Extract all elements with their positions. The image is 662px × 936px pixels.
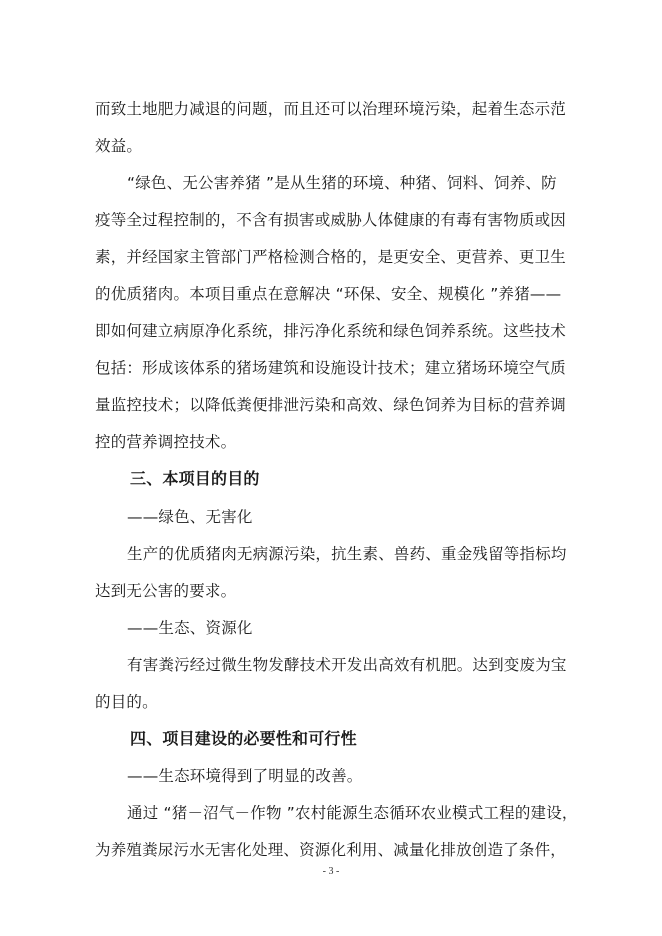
- paragraph-line: “绿色、无公害养猪 ”是从生猪的环境、种猪、饲料、饲养、防: [127, 174, 557, 192]
- paragraph-line: 为养殖粪尿污水无害化处理、资源化利用、减量化排放创造了条件，: [95, 841, 567, 859]
- section-heading: 三、本项目的目的: [130, 469, 260, 488]
- paragraph-line: 控的营养调控技术。: [95, 433, 237, 451]
- paragraph-line: 即如何建立病原净化系统，排污净化系统和绿色饲养系统。这些技术: [95, 322, 567, 340]
- paragraph-line: 量监控技术；以降低粪便排泄污染和高效、绿色饲养为目标的营养调: [95, 396, 567, 414]
- section-heading: 四、项目建设的必要性和可行性: [130, 729, 357, 748]
- paragraph-line: 效益。: [95, 137, 143, 155]
- paragraph-line: 的目的。: [95, 693, 158, 711]
- paragraph-line: 包括：形成该体系的猪场建筑和设施设计技术；建立猪场环境空气质: [95, 359, 567, 377]
- paragraph-line: ——生态环境得到了明显的改善。: [127, 767, 363, 785]
- paragraph-line: ——生态、资源化: [127, 619, 253, 637]
- paragraph-line: 生产的优质猪肉无病源污染，抗生素、兽药、重金残留等指标均: [127, 545, 567, 563]
- paragraph-line: 而致土地肥力减退的问题，而且还可以治理环境污染，起着生态示范: [95, 100, 567, 118]
- paragraph-line: ——绿色、无害化: [127, 508, 253, 526]
- paragraph-line: 有害粪污经过微生物发酵技术开发出高效有机肥。达到变废为宝: [127, 656, 567, 674]
- paragraph-line: 疫等全过程控制的，不含有损害或威胁人体健康的有毒有害物质或因: [95, 211, 567, 229]
- page-number: - 3 -: [322, 866, 340, 877]
- paragraph-line: 通过 “猪－沼气－作物 ”农村能源生态循环农业模式工程的建设，: [127, 804, 578, 822]
- paragraph-line: 素，并经国家主管部门严格检测合格的，是更安全、更营养、更卫生: [95, 248, 567, 266]
- paragraph-line: 达到无公害的要求。: [95, 582, 237, 600]
- paragraph-line: 的优质猪肉。本项目重点在意解决 “环保、安全、规模化 ”养猪——: [95, 285, 562, 303]
